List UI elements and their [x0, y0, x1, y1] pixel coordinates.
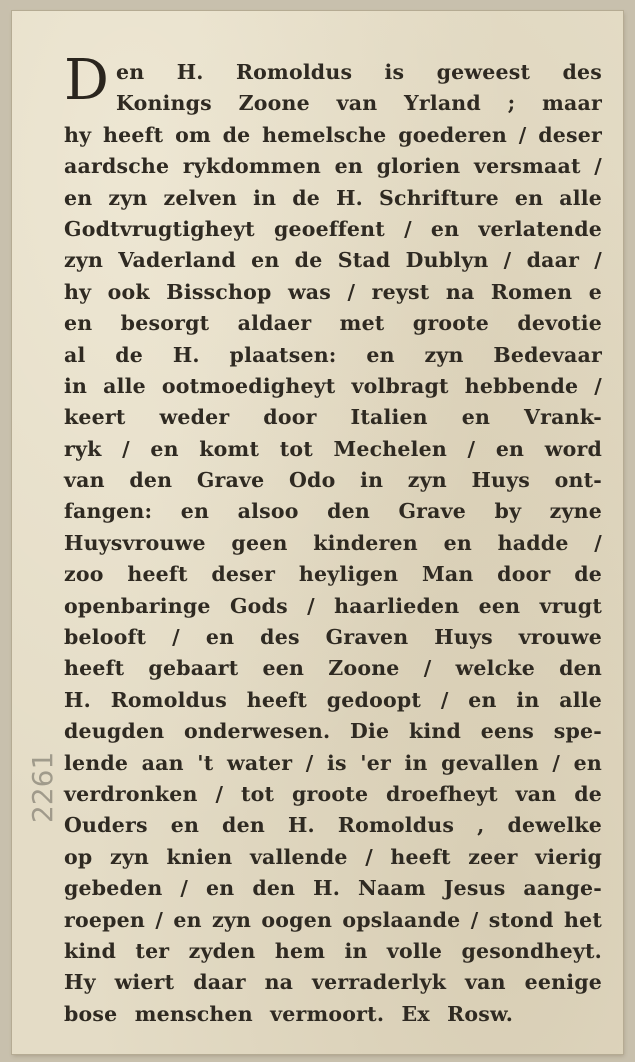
text-line: al de H. plaatsen: en zyn Bedevaar: [64, 342, 602, 367]
text-line: en zyn zelven in de H. Schrifture en alle: [64, 185, 602, 210]
text-line: in alle ootmoedigheyt volbragt hebbende /: [64, 373, 602, 398]
text-line: ryk / en komt tot Mechelen / en word: [64, 436, 602, 461]
text-line: openbaringe Gods / haarlieden een vrugt: [64, 593, 602, 618]
text-line: zoo heeft deser heyligen Man door de: [64, 562, 602, 587]
body-text: [64, 48, 602, 1030]
text-line: zyn Vaderland en de Stad Dublyn / daar /: [64, 248, 602, 273]
text-line: en besorgt aldaer met groote devotie: [64, 311, 602, 336]
text-line: Ouders en den H. Romoldus , dewelke: [64, 813, 602, 838]
text-line: roepen / en zyn oogen opslaande / stond het: [64, 907, 602, 932]
text-line: deugden onderwesen. Die kind eens spe-: [64, 719, 602, 744]
text-line: Hy wiert daar na verraderlyk van eenige: [64, 970, 602, 995]
pencil-inventory-number: 2261: [26, 751, 59, 823]
text-line: belooft / en des Graven Huys vrouwe: [64, 625, 602, 650]
text-line: fangen: en alsoo den Grave by zyne: [64, 499, 602, 524]
drop-cap: D: [64, 48, 109, 113]
text-line: lende aan 't water / is 'er in gevallen / en: [64, 750, 602, 775]
text-line: Huysvrouwe geen kinderen en hadde /: [64, 530, 602, 555]
text-line: aardsche rykdommen en glorien versmaat /: [64, 154, 602, 179]
text-line: verdronken / tot groote droefheyt van de: [64, 781, 602, 806]
text-line: hy heeft om de hemelsche goederen / deser: [64, 122, 602, 147]
text-line: H. Romoldus heeft gedoopt / en in alle: [64, 687, 602, 712]
text-line: en H. Romoldus is geweest des: [116, 60, 602, 84]
text-line: keert weder door Italien en Vrank-: [64, 405, 602, 430]
text-line: gebeden / en den H. Naam Jesus aange-: [64, 876, 602, 901]
text-line: op zyn knien vallende / heeft zeer vierig: [64, 844, 602, 869]
text-line: heeft gebaart een Zoone / welcke den: [64, 656, 602, 681]
text-line: kind ter zyden hem in volle gesondheyt.: [64, 938, 602, 963]
text-line: bose menschen vermoort. Ex Rosw.: [64, 1001, 514, 1026]
text-line: Konings Zoone van Yrland ; maar: [116, 91, 602, 116]
paper-clipping: [12, 11, 623, 1054]
text-line: hy ook Bisschop was / reyst na Romen e: [64, 279, 602, 304]
text-line: van den Grave Odo in zyn Huys ont-: [64, 468, 602, 493]
text-line: Godtvrugtigheyt geoeffent / en verlatende: [64, 216, 602, 241]
